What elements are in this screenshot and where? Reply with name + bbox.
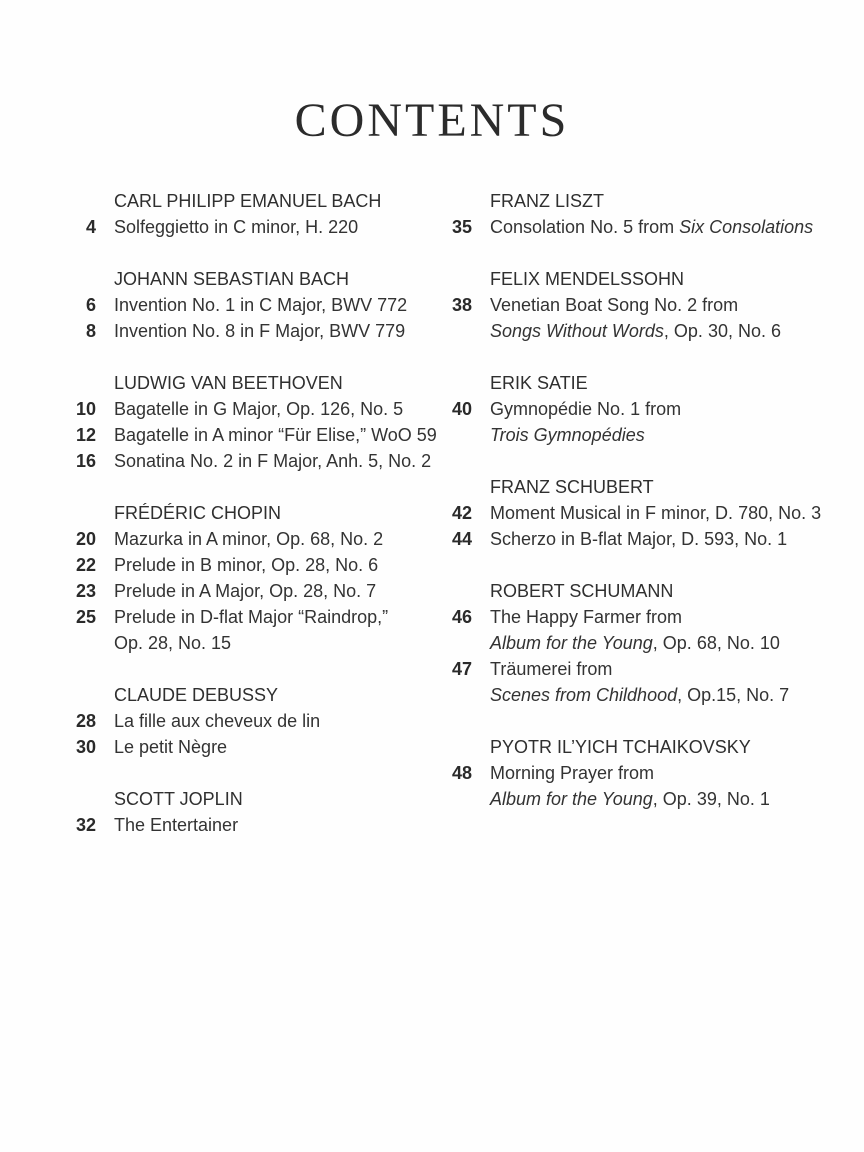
piece-title-line	[114, 708, 430, 734]
page-number: 35	[451, 217, 472, 237]
title-text: Prelude in D-flat Major “Raindrop,”	[114, 607, 389, 627]
composer-section	[434, 266, 832, 344]
toc-entry	[58, 708, 430, 734]
title-text: Bagatelle in A minor “Für Elise,” WoO 59	[114, 425, 437, 445]
page-number: 47	[451, 659, 472, 679]
piece-title	[114, 812, 430, 838]
piece-title	[114, 708, 430, 734]
piece-title	[114, 292, 430, 318]
page-number: 23	[75, 581, 96, 601]
collection-name: Album for the Young	[490, 789, 653, 809]
piece-title-line	[114, 812, 430, 838]
piece-title	[490, 604, 832, 656]
composer-heading: PYOTR IL’YICH TCHAIKOVSKY	[490, 737, 751, 757]
contents-column-left	[58, 188, 437, 864]
piece-title	[490, 396, 832, 448]
composer-section	[434, 578, 832, 708]
title-text: Scherzo in B-flat Major, D. 593, No. 1	[490, 529, 788, 549]
composer-section	[58, 786, 430, 838]
toc-entry	[58, 214, 430, 240]
title-text: Consolation No. 5 from	[490, 217, 680, 237]
title-text: Invention No. 1 in C Major, BWV 772	[114, 295, 408, 315]
contents-column-right	[434, 188, 832, 838]
piece-title	[114, 526, 430, 552]
piece-title-line	[490, 656, 832, 682]
composer-heading: FRÉDÉRIC CHOPIN	[114, 503, 282, 523]
page-number: 4	[85, 217, 96, 237]
piece-title	[490, 214, 832, 240]
piece-title	[490, 760, 832, 812]
toc-entry	[434, 760, 832, 812]
title-text: Sonatina No. 2 in F Major, Anh. 5, No. 2	[114, 451, 432, 471]
piece-title-line	[114, 448, 431, 474]
title-text: Solfeggietto in C minor, H. 220	[114, 217, 359, 237]
composer-section	[58, 188, 430, 240]
toc-entry	[58, 552, 430, 578]
page-title: CONTENTS	[294, 94, 570, 147]
toc-entry	[434, 500, 832, 526]
page-number: 42	[451, 503, 472, 523]
title-text: Bagatelle in G Major, Op. 126, No. 5	[114, 399, 404, 419]
piece-title-line	[490, 760, 832, 786]
toc-entry	[434, 604, 832, 656]
toc-entry	[434, 396, 832, 448]
composer-heading: ERIK SATIE	[490, 373, 588, 393]
toc-entry	[58, 526, 430, 552]
page-number: 16	[75, 451, 96, 471]
toc-entry	[58, 448, 430, 474]
title-text: The Happy Farmer from	[490, 607, 683, 627]
title-text: , Op. 30, No. 6	[663, 321, 781, 341]
title-text: , Op.15, No. 7	[677, 685, 790, 705]
toc-entry	[58, 578, 430, 604]
composer-section	[58, 370, 437, 474]
page-number: 12	[75, 425, 96, 445]
composer-heading: ROBERT SCHUMANN	[490, 581, 674, 601]
title-text: Prelude in B minor, Op. 28, No. 6	[114, 555, 379, 575]
composer-heading: JOHANN SEBASTIAN BACH	[114, 269, 350, 289]
title-text: Invention No. 8 in F Major, BWV 779	[114, 321, 406, 341]
composer-section	[434, 474, 832, 552]
toc-entry	[434, 214, 832, 240]
title-text: Gymnopédie No. 1 from	[490, 399, 682, 419]
piece-title	[490, 292, 832, 344]
piece-title-line	[490, 396, 832, 422]
piece-title	[490, 656, 832, 708]
composer-heading: FELIX MENDELSSOHN	[490, 269, 685, 289]
title-text: , Op. 68, No. 10	[652, 633, 780, 653]
piece-title-line	[114, 318, 430, 344]
title-text: Prelude in A Major, Op. 28, No. 7	[114, 581, 377, 601]
piece-title	[114, 214, 430, 240]
piece-title-line	[114, 630, 430, 656]
page-number: 28	[75, 711, 96, 731]
title-text: Mazurka in A minor, Op. 68, No. 2	[114, 529, 384, 549]
piece-title-line	[114, 578, 430, 604]
piece-title-line	[114, 292, 430, 318]
page-number: 44	[451, 529, 472, 549]
piece-title	[114, 552, 430, 578]
composer-heading: FRANZ LISZT	[490, 191, 605, 211]
page-number: 6	[85, 295, 96, 315]
composer-section	[58, 682, 430, 760]
title-text: The Entertainer	[114, 815, 239, 835]
page-number: 30	[75, 737, 96, 757]
toc-entry	[58, 292, 430, 318]
composer-heading: SCOTT JOPLIN	[114, 789, 243, 809]
title-text: Morning Prayer from	[490, 763, 655, 783]
page-number: 10	[75, 399, 96, 419]
composer-heading: CARL PHILIPP EMANUEL BACH	[114, 191, 382, 211]
page-number: 8	[85, 321, 96, 341]
piece-title-line	[114, 214, 430, 240]
page-number: 22	[75, 555, 96, 575]
piece-title	[114, 734, 430, 760]
piece-title-line	[490, 422, 832, 448]
toc-entry	[58, 318, 430, 344]
piece-title-line	[490, 214, 832, 240]
piece-title-line	[490, 682, 832, 708]
page-number: 46	[451, 607, 472, 627]
piece-title	[114, 448, 431, 474]
collection-name: Six Consolations	[679, 217, 814, 237]
title-text: Moment Musical in F minor, D. 780, No. 3	[490, 503, 822, 523]
toc-entry	[434, 656, 832, 708]
page-number: 20	[75, 529, 96, 549]
piece-title-line	[490, 500, 832, 526]
title-text: Le petit Nègre	[114, 737, 228, 757]
piece-title-line	[490, 630, 832, 656]
piece-title-line	[114, 552, 430, 578]
piece-title	[114, 604, 430, 656]
page-number: 40	[451, 399, 472, 419]
piece-title-line	[490, 526, 832, 552]
page-number: 32	[75, 815, 96, 835]
piece-title-line	[490, 786, 832, 812]
piece-title-line	[114, 734, 430, 760]
toc-entry	[58, 734, 430, 760]
piece-title	[114, 396, 430, 422]
toc-entry	[58, 604, 430, 656]
piece-title-line	[114, 396, 430, 422]
composer-section	[434, 734, 832, 812]
collection-name: Scenes from Childhood	[490, 685, 678, 705]
toc-entry	[434, 292, 832, 344]
piece-title	[114, 578, 430, 604]
page-number: 48	[451, 763, 472, 783]
composer-heading: CLAUDE DEBUSSY	[114, 685, 279, 705]
toc-entry	[58, 396, 430, 422]
piece-title-line	[114, 422, 437, 448]
collection-name: Album for the Young	[490, 633, 653, 653]
toc-entry	[58, 422, 437, 448]
composer-heading: LUDWIG VAN BEETHOVEN	[114, 373, 343, 393]
page-number: 25	[75, 607, 96, 627]
collection-name: Songs Without Words	[490, 321, 664, 341]
title-text: La fille aux cheveux de lin	[114, 711, 321, 731]
collection-name: Trois Gymnopédies	[490, 425, 645, 445]
piece-title-line	[114, 604, 430, 630]
toc-entry	[434, 526, 832, 552]
piece-title-line	[114, 526, 430, 552]
page-number: 38	[451, 295, 472, 315]
title-text: Venetian Boat Song No. 2 from	[490, 295, 739, 315]
title-text: , Op. 39, No. 1	[652, 789, 770, 809]
piece-title	[490, 500, 832, 526]
piece-title	[114, 318, 430, 344]
composer-section	[434, 370, 832, 448]
piece-title-line	[490, 292, 832, 318]
piece-title	[114, 422, 437, 448]
composer-heading: FRANZ SCHUBERT	[490, 477, 654, 497]
title-text: Träumerei from	[490, 659, 613, 679]
title-text: Op. 28, No. 15	[114, 633, 232, 653]
composer-section	[58, 500, 430, 656]
piece-title	[490, 526, 832, 552]
composer-section	[58, 266, 430, 344]
piece-title-line	[490, 318, 832, 344]
toc-entry	[58, 812, 430, 838]
piece-title-line	[490, 604, 832, 630]
composer-section	[434, 188, 832, 240]
